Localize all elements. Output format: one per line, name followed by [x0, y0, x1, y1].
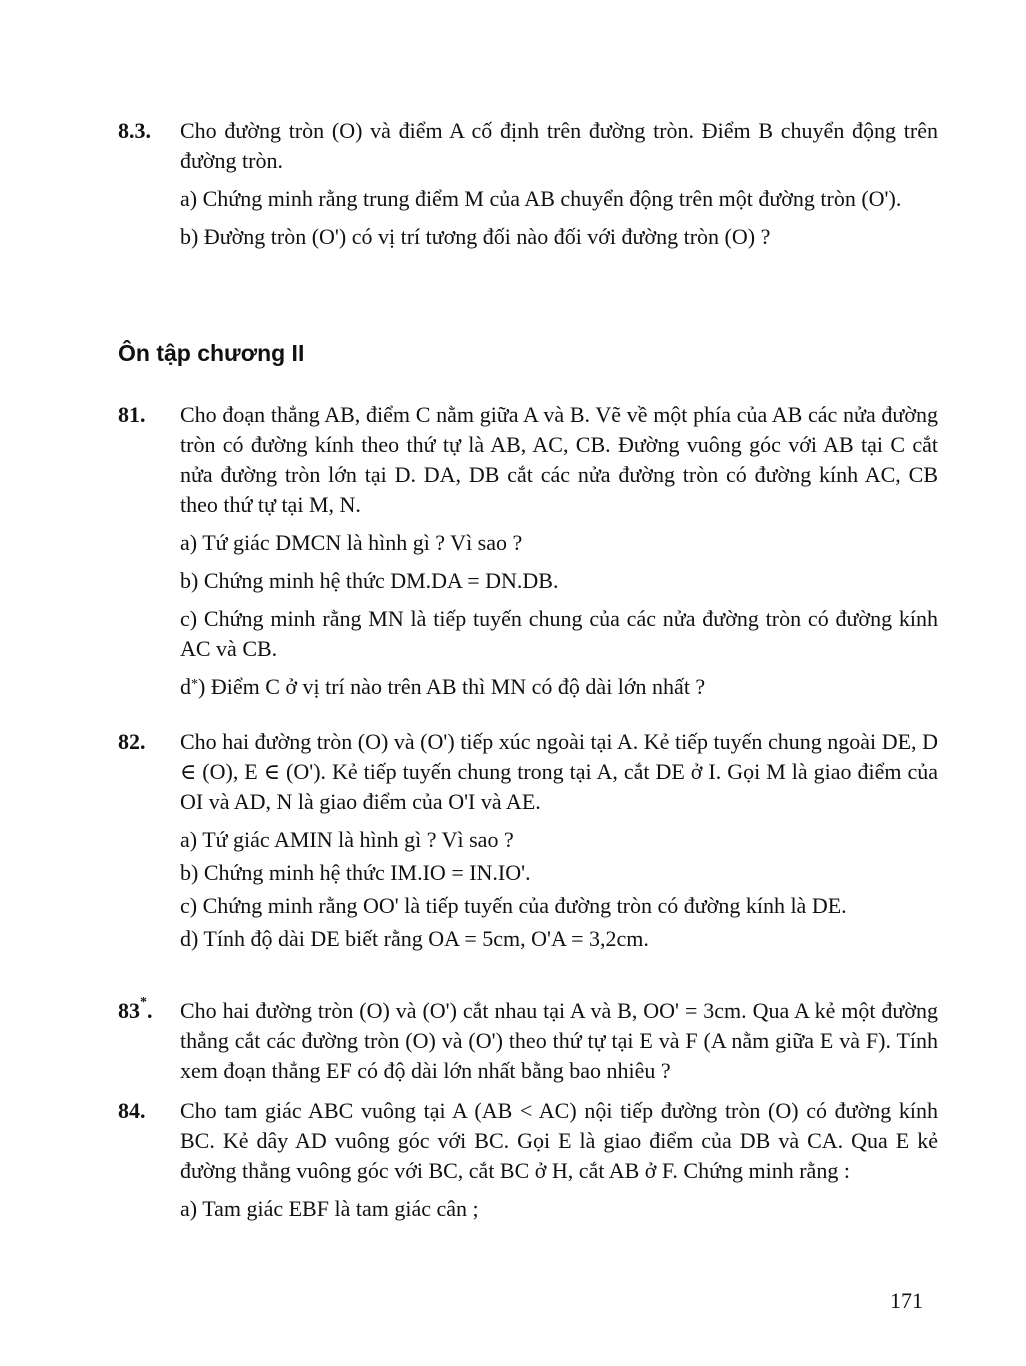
problem-81: [118, 400, 938, 710]
problem-83: [118, 996, 938, 1094]
part-d-text: ) Điểm C ở vị trí nào trên AB thì MN có độ dài lớn nhất ?: [198, 674, 706, 699]
problem-number: 81.: [118, 402, 146, 427]
part-a: a) Tứ giác AMIN là hình gì ? Vì sao ?: [180, 827, 514, 852]
problem-number: [118, 996, 153, 1026]
part-c: c) Chứng minh rằng OO' là tiếp tuyến của đường tròn có đường kính là DE.: [180, 893, 847, 918]
problem-statement: Cho hai đường tròn (O) và (O') tiếp xúc ngoài tại A. Kẻ tiếp tuyến chung ngoài DE, D ∈ (O), E ∈ (O'). Kẻ tiếp tuyến chung trong tại A, cắt DE ở I. Gọi M là giao điểm của OI và AD, N là giao điểm của O'I và AE.: [180, 729, 938, 814]
part-a: a) Chứng minh rằng trung điểm M của AB chuyển động trên một đường tròn (O').: [180, 186, 902, 211]
problem-82: [118, 727, 938, 957]
part-d: d) Tính độ dài DE biết rằng OA = 5cm, O'A = 3,2cm.: [180, 926, 649, 951]
star-mark: *: [191, 677, 198, 692]
part-a: a) Tam giác EBF là tam giác cân ;: [180, 1196, 479, 1221]
problem-number: 82.: [118, 729, 146, 754]
problem-84: [118, 1096, 938, 1232]
problem-statement: Cho đoạn thẳng AB, điểm C nằm giữa A và B. Vẽ về một phía của AB các nửa đường tròn có đường kính theo thứ tự là AB, AC, CB. Đường vuông góc với AB tại C cắt nửa đường tròn lớn tại D. DA, DB cắt các nửa đường tròn có đường kính AC, CB theo thứ tự tại M, N.: [180, 402, 938, 517]
problem-8-3: [118, 116, 938, 260]
part-d-label: d: [180, 674, 191, 699]
problem-number: 8.3.: [118, 118, 151, 143]
part-d: [180, 672, 938, 702]
part-a: a) Tứ giác DMCN là hình gì ? Vì sao ?: [180, 530, 523, 555]
part-b: b) Đường tròn (O') có vị trí tương đối nào đối với đường tròn (O) ?: [180, 224, 771, 249]
problem-statement: Cho hai đường tròn (O) và (O') cắt nhau tại A và B, OO' = 3cm. Qua A kẻ một đường thẳng cắt các đường tròn (O) và (O') theo thứ tự tại E và F (A nằm giữa E và F). Tính xem đoạn thẳng EF có độ dài lớn nhất bằng bao nhiêu ?: [180, 998, 938, 1083]
problem-number-dot: .: [147, 998, 153, 1023]
part-c: c) Chứng minh rằng MN là tiếp tuyến chung của các nửa đường tròn có đường kính AC và CB.: [180, 606, 938, 661]
star-mark: *: [140, 995, 147, 1010]
page-number: 171: [890, 1288, 923, 1313]
part-b: b) Chứng minh hệ thức IM.IO = IN.IO'.: [180, 860, 531, 885]
problem-number: 84.: [118, 1098, 146, 1123]
part-b: b) Chứng minh hệ thức DM.DA = DN.DB.: [180, 568, 559, 593]
problem-statement: Cho đường tròn (O) và điểm A cố định trên đường tròn. Điểm B chuyển động trên đường tròn.: [180, 118, 938, 173]
problem-statement: Cho tam giác ABC vuông tại A (AB < AC) nội tiếp đường tròn (O) có đường kính BC. Kẻ dây AD vuông góc với BC. Gọi E là giao điểm của DB và CA. Qua E kẻ đường thẳng vuông góc với BC, cắt BC ở H, cắt AB ở F. Chứng minh rằng :: [180, 1098, 938, 1183]
problem-number-digits: 83: [118, 998, 140, 1023]
section-heading: Ôn tập chương II: [118, 340, 305, 366]
